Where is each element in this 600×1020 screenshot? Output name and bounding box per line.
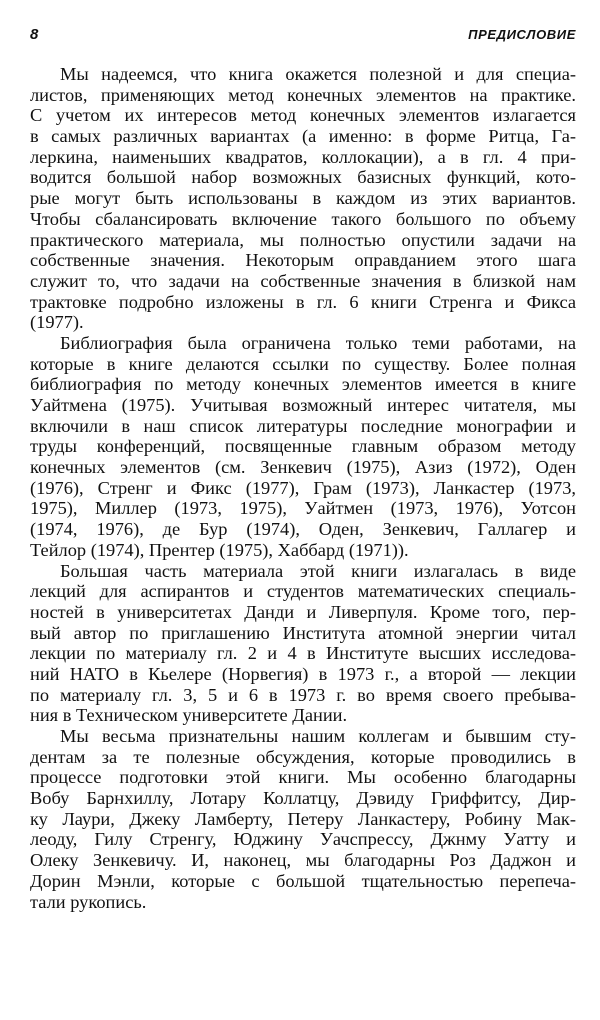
- text-line: в самых различных вариантах (а именно: в форме Ритца, Га-: [30, 126, 576, 147]
- text-line: листов, применяющих метод конечных элементов на практике.: [30, 84, 576, 105]
- text-line: трактовке подробно изложены в гл. 6 книги Стренга и Фикса: [30, 291, 576, 312]
- text-line: которые в книге делаются ссылки по существу. Более полная: [30, 353, 576, 374]
- page-header: [30, 24, 576, 44]
- page-number: 8: [30, 25, 39, 43]
- text-line: 1975), Миллер (1973, 1975), Уайтмен (1973, 1976), Уотсон: [30, 498, 576, 519]
- paragraph-3: [30, 561, 576, 727]
- text-line: ния в Техническом университете Дании.: [30, 705, 348, 726]
- text-line: Дорин Мэнли, которые с большой тщательностью перепеча-: [30, 870, 576, 891]
- text-line: по материалу гл. 3, 5 и 6 в 1973 г. во время своего пребыва-: [30, 684, 576, 705]
- text-line: Вобу Барнхиллу, Лотару Коллатцу, Дэвиду Гриффитсу, Дир-: [30, 788, 576, 809]
- text-line: леркина, наименьших квадратов, коллокации), а в гл. 4 при-: [30, 146, 576, 167]
- text-line: вый автор по приглашению Института атомной энергии читал: [30, 622, 576, 643]
- text-line: конечных элементов (см. Зенкевич (1975), Азиз (1972), Оден: [30, 457, 576, 478]
- text-line: библиография по методу конечных элементов имеется в книге: [30, 374, 576, 395]
- text-line: леоду, Гилу Стренгу, Юджину Уачспрессу, Джнму Уатту и: [30, 829, 576, 850]
- text-line: ку Лаури, Джеку Ламберту, Петеру Ланкастеру, Робину Мак-: [30, 808, 576, 829]
- paragraph-1: [30, 64, 576, 333]
- text-line: Мы весьма признательны нашим коллегам и бывшим сту-: [60, 726, 576, 746]
- text-line: собственные значения. Некоторым оправданием этого шага: [30, 250, 576, 271]
- running-head: ПРЕДИСЛОВИЕ: [468, 26, 576, 42]
- text-line: лекции по материалу гл. 2 и 4 в Институте высших исследова-: [30, 643, 576, 664]
- text-line: ний НАТО в Кьелере (Норвегия) в 1973 г., а второй — лекции: [30, 663, 576, 684]
- text-line: Олеку Зенкевичу. И, наконец, мы благодарны Роз Даджон и: [30, 850, 576, 871]
- text-line: (1977).: [30, 312, 84, 333]
- text-line: водится большой набор возможных базисных функций, кото-: [30, 167, 576, 188]
- text-line: практического материала, мы полностью опустили задачи на: [30, 229, 576, 250]
- text-line: процессе подготовки этой книги. Мы особенно благодарны: [30, 767, 576, 788]
- body-text: [30, 64, 576, 912]
- text-line: С учетом их интересов метод конечных элементов излагается: [30, 105, 576, 126]
- text-line: (1974, 1976), де Бур (1974), Оден, Зенкевич, Галлагер и: [30, 519, 576, 540]
- paragraph-4: [30, 726, 576, 912]
- text-line: ностей в университетах Данди и Ливерпуля. Кроме того, пер-: [30, 601, 576, 622]
- paragraph-2: [30, 333, 576, 561]
- text-line: рые могут быть использованы в каждом из этих вариантов.: [30, 188, 576, 209]
- text-line: Тейлор (1974), Прентер (1975), Хаббард (1971)).: [30, 539, 409, 560]
- text-line: лекций для аспирантов и студентов математических специаль-: [30, 581, 576, 602]
- text-line: (1976), Стренг и Фикс (1977), Грам (1973), Ланкастер (1973,: [30, 477, 576, 498]
- text-line: Библиография была ограничена только теми работами, на: [60, 332, 576, 353]
- text-line: служит то, что задачи на собственные значения в близкой нам: [30, 270, 576, 291]
- text-line: включили в наш список литературы последние монографии и: [30, 415, 576, 436]
- text-line: труды конференций, посвященные главным образом методу: [30, 436, 576, 457]
- text-line: Большая часть материала этой книги излагалась в виде: [60, 560, 576, 581]
- text-line: Мы надеемся, что книга окажется полезной и для специа-: [60, 64, 576, 84]
- text-line: Чтобы сбалансировать включение такого большого по объему: [30, 208, 576, 229]
- text-line: дентам за те полезные обсуждения, которые проводились в: [30, 746, 576, 767]
- text-line: тали рукопись.: [30, 891, 147, 912]
- text-line: Уайтмена (1975). Учитывая возможный интерес читателя, мы: [30, 395, 576, 415]
